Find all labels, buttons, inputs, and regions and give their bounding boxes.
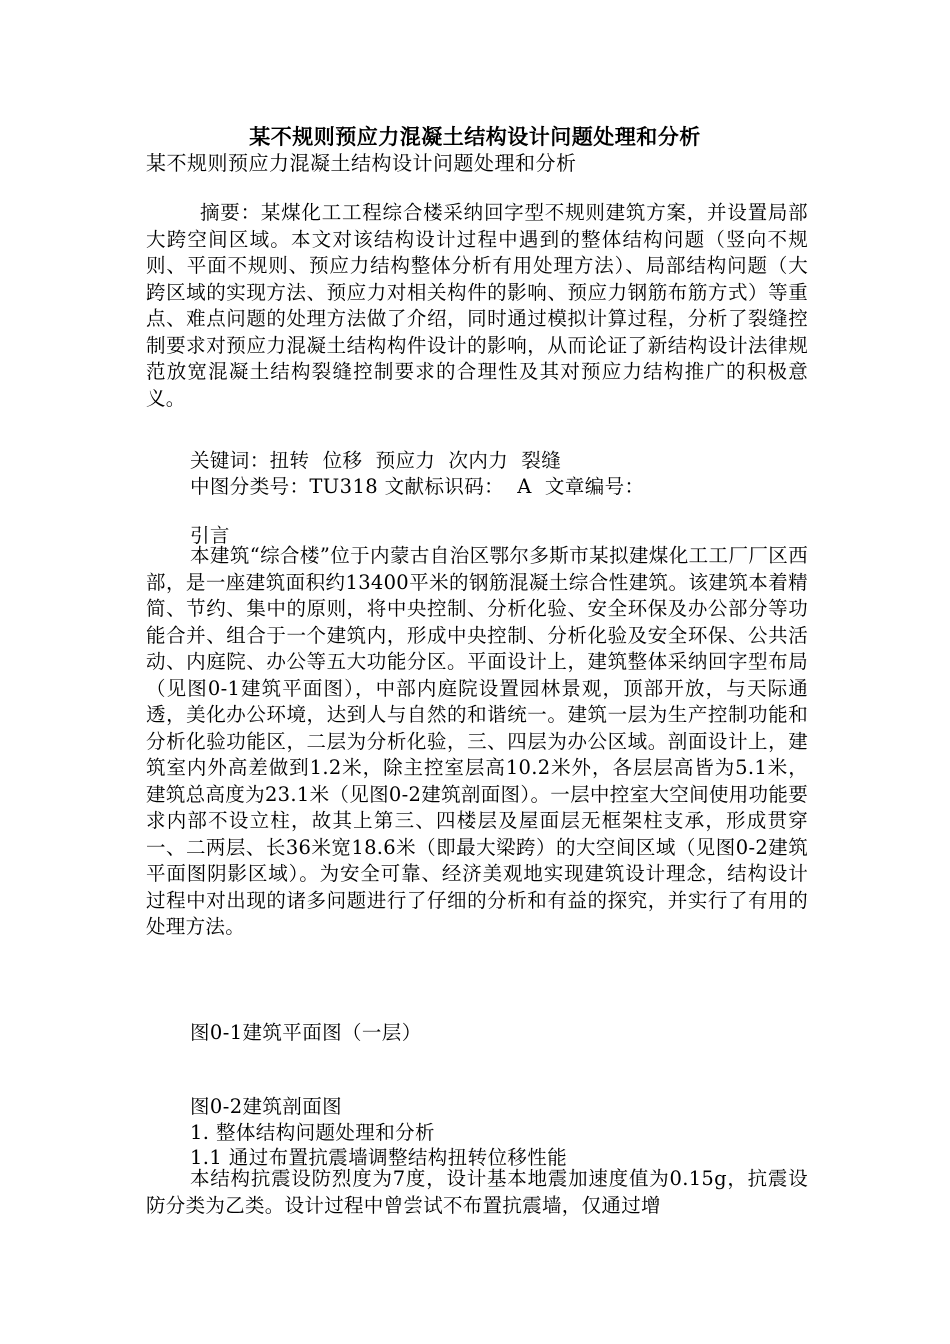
section-heading-1-1: 1.1 通过布置抗震墙调整结构扭转位移性能 (190, 1146, 568, 1169)
document-title: 某不规则预应力混凝土结构设计问题处理和分析 (249, 124, 701, 149)
abstract-paragraph: 摘要：某煤化工工程综合楼采纳回字型不规则建筑方案，并设置局部大跨空间区域。本文对该结构设计过程中遇到的整体结构问题（竖向不规则、平面不规则、预应力结构整体分析有用处理方法）、局部结构问题（大跨区域的实现方法、预应力对相关构件的影响、预应力钢筋布筋方式）等重点、难点问题的处理方法做了介绍，同时通过模拟计算过程，分析了裂缝控制要求对预应力混凝土结构构件设计的影响，从而论证了新结构设计法律规范放宽混凝土结构裂缝控制要求的合理性及其对预应力结构推广的积极意义。 (146, 201, 808, 410)
section-1-1-paragraph: 本结构抗震设防烈度为7度，设计基本地震加速度值为0.15g，抗震设防分类为乙类。设计过程中曾尝试不布置抗震墙，仅通过增 (146, 1167, 808, 1217)
figure-caption-plan: 图0-1建筑平面图（一层） (190, 1021, 422, 1044)
classification-line: 中图分类号：TU318 文献标识码： A 文章编号： (190, 475, 645, 498)
section-heading-1: 1. 整体结构问题处理和分析 (190, 1121, 435, 1144)
document-subtitle: 某不规则预应力混凝土结构设计问题处理和分析 (146, 151, 577, 175)
intro-paragraph: 本建筑“综合楼”位于内蒙古自治区鄂尔多斯市某拟建煤化工工厂厂区西部，是一座建筑面积约13400平米的钢筋混凝土综合性建筑。该建筑本着精简、节约、集中的原则，将中央控制、分析化验、安全环保及办公部分等功能合并、组合于一个建筑内，形成中央控制、分析化验及安全环保、公共活动、内庭院、办公等五大功能分区。平面设计上，建筑整体采纳回字型布局（见图0-1建筑平面图），中部内庭院设置园林景观，顶部开放，与天际通透，美化办公环境，达到人与自然的和谐统一。建筑一层为生产控制功能和分析化验功能区，二层为分析化验，三、四层为办公区域。剖面设计上，建筑室内外高差做到1.2米，除主控室层高10.2米外，各层层高皆为5.1米，建筑总高度为23.1米（见图0-2建筑剖面图）。一层中控室大空间使用功能要求内部不设立柱，故其上第三、四楼层及屋面层无框架柱支承，形成贯穿一、二两层、长36米宽18.6米（即最大梁跨）的大空间区域（见图0-2建筑平面图阴影区域）。为安全可靠、经济美观地实现建筑设计理念，结构设计过程中对出现的诸多问题进行了仔细的分析和有益的探究，并实行了有用的处理方法。 (146, 544, 808, 938)
figure-caption-section: 图0-2建筑剖面图 (190, 1095, 343, 1118)
keywords-line: 关键词：扭转 位移 预应力 次内力 裂缝 (190, 449, 562, 472)
intro-heading: 引言 (190, 524, 230, 547)
